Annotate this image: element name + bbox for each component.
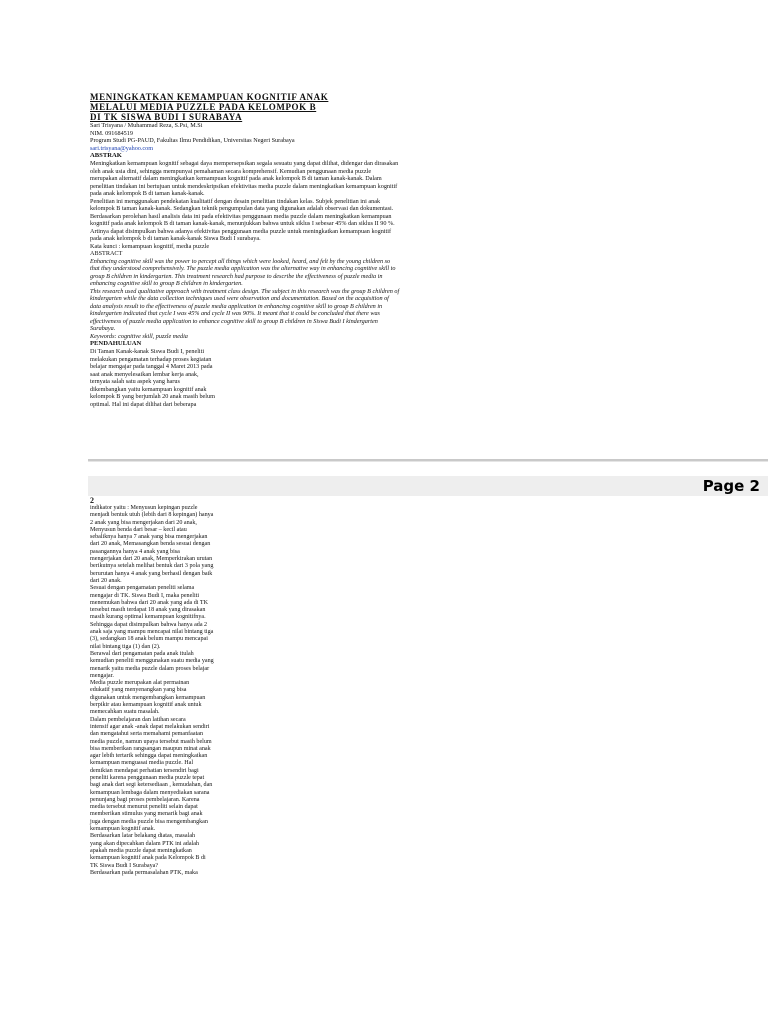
text-line: penunjang bagi proses pembelajaran. Karena: [90, 796, 200, 803]
text-line: melakukan pengamatan terhadap proses kegiatan: [90, 355, 212, 363]
text-line: mengerjakan dari 20 anak, Memperkirakan urutan: [90, 556, 213, 563]
text-line: pasangannya hanya 4 anak yang bisa: [90, 548, 180, 555]
text-line: kemudian peneliti menggunakan suatu media yang: [90, 658, 214, 665]
page-two-content: [90, 496, 250, 877]
abstrak-paragraph: Meningkatkan kemampuan kognitif sebagai daya mempersepsikan segala sesuatu yang dapat dilihat, didengar dan dirasakan oleh anak usia dini, sehingga mempunyai pemahaman secara komprehensif. Kemudian penggunaan media puzzle merupakan alternatif dalam meningkatkan kemampuan kognitif pada anak kelompok B di taman kanak-kanak. Dalam penelitian tindakan ini bertujuan untuk mendeskripsikan efektivitas media puzzle dalam meningkatkan kemampuan kognitif pada anak kelompok B di taman kanak-kanak.: [90, 160, 399, 197]
text-line: TK Siswa Budi I Surabaya?: [90, 862, 159, 869]
text-line: kelompok B yang berjumlah 20 anak masih belum: [90, 393, 215, 400]
text-line: bisa memberikan rangsangan maupun minat anak: [90, 745, 211, 752]
pendahuluan-text: [90, 348, 260, 408]
text-line: edukatif yang menyenangkan yang bisa: [90, 687, 187, 694]
nim-line: NIM. 091684519: [90, 129, 133, 137]
title-line: DI TK SISWA BUDI I SURABAYA: [90, 112, 243, 122]
text-line: agar lebih tertarik sehingga dapat meningkatkan: [90, 753, 208, 760]
text-line: apakah media puzzle dapat meningkatkan: [90, 847, 192, 854]
text-line: peneliti karena penggunaan media puzzle tepat: [90, 774, 205, 781]
text-line: Media puzzle merupakan alat permainan: [90, 680, 190, 687]
text-line: mengajar.: [90, 672, 114, 679]
text-line: saat anak menyelesaikan lembar kerja anak,: [90, 370, 199, 378]
keywords-line: Keywords: cognitive skill, puzzle media: [90, 332, 188, 340]
text-line: Berdasarkan latar belakang diatas, masalah: [90, 833, 196, 840]
text-line: digunakan untuk mengembangkan kemampuan: [90, 694, 206, 701]
abstract-paragraph: Enhancing cognitive skill was the power to percept all things which were looked, heard, and felt by the young children so that they understood comprehensively. The puzzle media application was the alternative way in enhancing cognitive skill to group B children in kindergarten. This treatment research had purpose to describe the effectiveness of puzzle media in enhancing cognitive skill to group B children in kindergarten.: [90, 257, 396, 287]
text-line: Di Taman Kanak-kanak Siswa Budi I, peneliti: [90, 348, 205, 355]
text-line: menemukan bahwa dari 20 anak yang ada di TK: [90, 599, 208, 606]
text-line: indikator yaitu : Menyusun kepingan puzzle: [90, 505, 198, 511]
text-line: demikian mendapat perhatian tersendiri bagi: [90, 767, 199, 774]
page-divider: [88, 459, 768, 462]
text-line: anak saja yang mampu mencapai nilai bintang tiga: [90, 629, 214, 636]
pendahuluan-heading: PENDAHULUAN: [90, 340, 142, 347]
title-line: MENINGKATKAN KEMAMPUAN KOGNITIF ANAK: [90, 92, 329, 102]
text-line: optimal. Hal ini dapat dilihat dari beberapa: [90, 400, 197, 408]
text-line: menarik yaitu media puzzle dalam proses belajar: [90, 665, 210, 672]
text-line: Menyusun benda dari besar – kecil atau: [90, 526, 187, 533]
text-line: 2 anak yang bisa mengerjakan dari 20 anak,: [90, 519, 197, 526]
text-line: Sehingga dapat disimpulkan bahwa hanya ada 2: [90, 621, 208, 628]
text-line: juga dengan media puzzle bisa mengembangkan: [90, 818, 208, 825]
text-line: intensif agar anak -anak dapat melakukan sendiri: [90, 723, 210, 730]
text-line: tersebut masih terdapat 18 anak yang dirasakan: [90, 607, 206, 614]
text-line: kemampuan menguasai media puzzle. Hal: [90, 760, 194, 767]
program-line: Program Studi PG-PAUD, Fakultas Ilmu Pendidikan, Universitas Negeri Surabaya: [90, 137, 295, 144]
author-line: Sari Trisyana / Muhammad Reza, S.Psi, M.Si: [90, 122, 203, 129]
page-one-content: [90, 92, 400, 408]
email-link[interactable]: sari.trisyana@yahoo.com: [90, 144, 154, 152]
text-line: media puzzle, namun upaya tersebut masih belum: [90, 738, 212, 745]
text-line: dikembangkan yaitu kemampuan kognitif anak: [90, 385, 207, 393]
text-line: mengajar di TK. Siswa Budi I, maka peneliti: [90, 592, 200, 599]
abstrak-paragraph: Penelitian ini menggunakan pendekatan kualitatif dengan desain penelitian tindakan kelas. Subjek penelitian ini anak kelompok B taman kanak-kanak. Sedangkan teknik pengumpulan data yang digunakan adalah observasi dan dokumentasi. Berdasarkan perolehan hasil analisis data ini pada efektivitas penggunaan media puzzle dalam meningkatkan kemampuan kognitif pada anak kelompok B di taman kanak-kanak, menunjukkan bahwa untuk siklus I sebesar 45% dan siklus II 90 %. Artinya dapat disimpulkan bahwa adanya efektivitas penggunaan media puzzle untuk meningkatkan kemampuan kognitif pada anak kelompok b di taman kanak-kanak Siswa Budi I surabaya.: [90, 197, 395, 242]
text-line: kemampuan kognitif anak pada Kelompok B di: [90, 855, 206, 862]
text-line: kemampuan kognitif anak.: [90, 826, 156, 833]
text-line: ternyata salah satu aspek yang harus: [90, 378, 180, 385]
text-line: masih kurang optimal kemampuan kognitifnya.: [90, 614, 206, 621]
page-number-label: Page 2: [702, 477, 760, 495]
text-line: dari 20 anak.: [90, 577, 122, 584]
page-two-body: [90, 505, 250, 877]
title-line: MELALUI MEDIA PUZZLE PADA KELOMPOK B: [90, 102, 317, 112]
abstrak-heading: ABSTRAK: [90, 152, 122, 159]
text-line: sebaliknya hanya 7 anak yang bisa mengerjakan: [90, 534, 208, 541]
text-line: berurutan hanya 4 anak yang berhasil dengan baik: [90, 570, 213, 577]
text-line: media tersebut menurut peneliti selain dapat: [90, 804, 198, 811]
text-line: berikutnya setelah melihat bentuk dari 3 pola yang: [90, 563, 214, 570]
kata-kunci-line: Kata kunci : kemampuan kognitif, media puzzle: [90, 242, 210, 250]
text-line: dan mengatahui serta memahami pemanfaatan: [90, 731, 204, 738]
text-line: yang akan dipecahkan dalam PTK ini adalah: [90, 840, 199, 847]
text-line: Sesuai dengan pengamatan peneliti selama: [90, 585, 195, 592]
text-line: memecahkan suatu masalah.: [90, 709, 160, 716]
abstract-heading: ABSTRACT: [90, 250, 123, 257]
text-line: (3), sedangkan 18 anak belum mampu mencapai: [90, 636, 208, 643]
page-separator-bar: [88, 476, 768, 496]
text-line: Berawal dari pengamatan pada anak itulah: [90, 650, 194, 657]
text-line: kemampuan lembaga dalam menyediakan sarana: [90, 789, 210, 796]
text-line: bagi anak dari segi ketersediaan , kemudahan, dan: [90, 782, 213, 789]
text-line: Dalam pembelajaran dan latihan secara: [90, 716, 186, 723]
text-line: Berdasarkan pada permasalahan PTK, maka: [90, 869, 198, 876]
text-line: menjadi bentuk utuh (lebih dari 8 kepingan) hanya: [90, 512, 214, 519]
text-line: belajar mengajar pada tanggal 4 Maret 2013 pada: [90, 363, 213, 370]
paper-title: [90, 92, 400, 122]
abstract-paragraph: This research used qualitative approach with treatment class design. The subject in this research was the group B children of kindergarten while the data collection techniques used were observation and documentation. Based on the acquisition of data analysis result to the effectiveness of puzzle media application in enhancing cognitive skill to group B children in kindergarten indicated that cycle I was 45% and cycle II was 90%. It meant that it could be concluded that there was effectiveness of puzzle media application to enhance cognitive skill to group B children in Siswa Budi I kindergarten Surabaya.: [90, 287, 400, 332]
text-line: dari 20 anak, Memasangkan benda sesuai dengan: [90, 541, 211, 548]
page-number: 2: [90, 496, 94, 505]
text-line: memberikan stimulus yang menarik bagi anak: [90, 811, 203, 818]
text-line: nilai bintang tiga (1) dan (2).: [90, 643, 161, 650]
text-line: berpikir atau kemampuan kognitif anak untuk: [90, 702, 202, 709]
